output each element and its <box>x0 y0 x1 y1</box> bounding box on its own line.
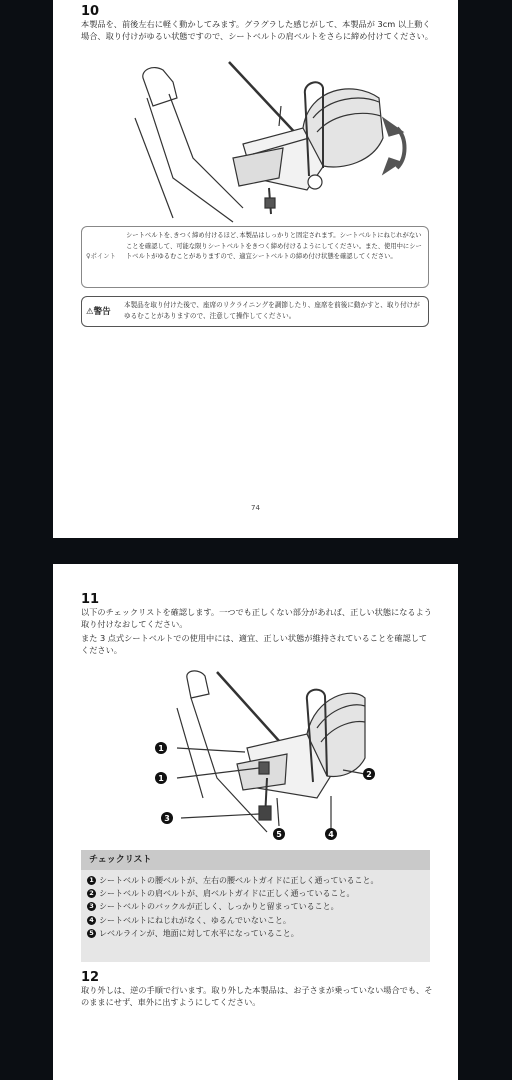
step-12-paragraph: 取り外しは、逆の手順で行います。取り外した本製品は、お子さまが乗っていない場合でも、そのままにせず、車外に出すようにしてください。 <box>81 985 433 1008</box>
warning-text: 本製品を取り付けた後で、座席のリクライニングを調節したり、座席を前後に動かすと、取り付けがゆるむことがありますので、注意して操作してください。 <box>124 301 420 320</box>
step-paragraph-2: また 3 点式シートベルトでの使用中には、適宜、正しい状態が維持されていることを確認してください。 <box>81 633 428 656</box>
svg-text:5: 5 <box>276 830 282 839</box>
number-badge-icon: 5 <box>87 929 96 938</box>
warning-triangle-icon: ⚠ <box>86 307 94 317</box>
number-badge-icon: 4 <box>87 916 96 925</box>
callout-1a <box>155 742 167 754</box>
manual-page-74 <box>53 0 458 538</box>
callout-2 <box>363 768 375 780</box>
callout-layer <box>147 668 372 844</box>
warning-box <box>81 296 429 327</box>
checklist-item: 5 レベルラインが、地面に対して水平になっていること。 <box>87 927 424 940</box>
callout-5 <box>273 828 285 840</box>
step-paragraph-1: 以下のチェックリストを確認します。一つでも正しくない部分があれば、正しい状態になるよう取り付けなおしてください。 <box>81 607 432 630</box>
point-box <box>81 226 429 288</box>
checklist-item: 3 シートベルトのバックルが正しく、しっかりと留まっていること。 <box>87 900 424 913</box>
svg-text:2: 2 <box>366 770 372 779</box>
point-text: シートベルトを､きつく締め付けるほど､本製品はしっかりと固定されます。シートベルトにねじれがないことを確認して、可能な限りシートベルトをきつく締め付けるようにしてください。また、使用中にシートベルトがゆるむことがありますので、適宜シートベルトの締め付け状態を確認してください。 <box>126 232 422 261</box>
step-number: 10 <box>81 4 100 19</box>
callout-3 <box>161 812 173 824</box>
checklist-title: チェックリスト <box>81 850 430 870</box>
svg-text:1: 1 <box>158 744 164 753</box>
step-paragraph: 本製品を、前後左右に軽く動かしてみます。グラグラした感じがして、本製品が 3cm 以上動く場合、取り付けがゆるい状態ですので、シートベルトの肩ベルトをさらに締め付けてください。 <box>81 19 433 42</box>
step-number-12: 12 <box>81 970 100 985</box>
number-badge-icon: 2 <box>87 889 96 898</box>
lightbulb-icon: ♀ <box>86 253 91 260</box>
number-badge-icon: 1 <box>87 876 96 885</box>
svg-text:4: 4 <box>328 830 334 839</box>
number-badge-icon: 3 <box>87 902 96 911</box>
car-seat-installation-illustration <box>133 58 393 224</box>
svg-text:1: 1 <box>158 774 164 783</box>
checklist-item: 2 シートベルトの肩ベルトが、肩ベルトガイドに正しく通っていること。 <box>87 887 424 900</box>
svg-text:3: 3 <box>164 814 170 823</box>
checklist-item: 4 シートベルトにねじれがなく、ゆるんでいないこと。 <box>87 914 424 927</box>
callout-1b <box>155 772 167 784</box>
point-label: ♀ポイント <box>86 253 116 260</box>
warning-label: ⚠警告 <box>86 307 111 317</box>
step-number: 11 <box>81 592 100 607</box>
callout-4 <box>325 828 337 840</box>
checklist-item: 1 シートベルトの腰ベルトが、左右の腰ベルトガイドに正しく通っていること。 <box>87 874 424 887</box>
page-number: 74 <box>251 504 260 512</box>
manual-page-75 <box>53 564 458 1080</box>
checklist <box>81 870 430 962</box>
